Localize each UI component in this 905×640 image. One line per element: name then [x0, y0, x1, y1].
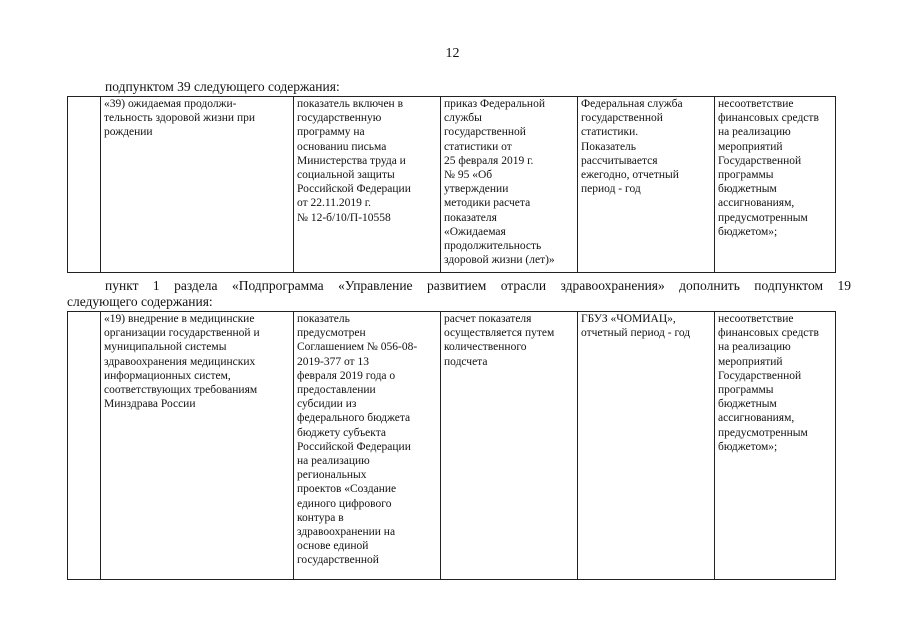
calculation-method-cell [441, 97, 578, 273]
data-source: ГБУЗ «ЧОМИАЦ», отчетный период - год [581, 313, 691, 340]
indicator-basis-cell [294, 312, 441, 580]
calculation-method: расчет показателя осуществляется путем количественного подсчета [444, 313, 555, 368]
indicator-basis: показатель включен в государственную программу на основаниu письма Министерства труда и социальной защиты Российской Федерации от 22.11.2019 г. № 12-б/10/П-10558 [297, 98, 411, 224]
intro-paragraph-2: пункт 1 раздела «Подпрограмма «Управление развитием отрасли здравоохранения» дополнить подпунктом 19 [105, 278, 851, 293]
indicator-table-1 [67, 96, 836, 273]
indicator-basis-cell [294, 97, 441, 273]
row-number-cell [68, 97, 101, 273]
calculation-method-cell [441, 312, 578, 580]
page-number: 12 [445, 46, 460, 61]
data-source: Федеральная служба государственной статистики. Показатель рассчитывается ежегодно, отчетный период - год [581, 98, 683, 196]
risk-factor: несоответствие финансовых средств на реализацию мероприятий Государственной программы бюджетным ассигнованиям, предусмотренным бюджетом»; [718, 313, 819, 453]
intro-paragraph-1: подпунктом 39 следующего содержания: [105, 79, 340, 94]
risk-factor-cell [715, 97, 836, 273]
risk-factor: несоответствие финансовых средств на реализацию мероприятий Государственной программы бюджетным ассигнованиям, предусмотренным бюджетом»; [718, 98, 819, 238]
table-row [68, 312, 836, 580]
indicator-name: «39) ожидаемая продолжи- тельность здоровой жизни при рождении [104, 98, 256, 139]
indicator-name-cell [101, 97, 294, 273]
row-number-cell [68, 312, 101, 580]
intro-paragraph-2-continued: следующего содержания: [67, 294, 213, 309]
table-row [68, 97, 836, 273]
indicator-name: «19) внедрение в медицинские организации государственной и муниципальной системы здравоохранения медицинских информационных систем, соответствующих требованиям Минздрава России [104, 313, 260, 411]
indicator-basis: показатель предусмотрен Соглашением № 056-08- 2019-377 от 13 февраля 2019 года о предоставлении субсидии из федерального бюджета бюджету субъекта Российской Федерации на реализацию региональных проектов «Создание единого цифрового контура в здравоохранении на основе единой государственной [297, 313, 418, 567]
calculation-method: приказ Федеральной службы государственной статистики от 25 февраля 2019 г. № 95 «Об утверждении методики расчета показателя «Ожидаемая продолжительность здоровой жизни (лет)» [444, 98, 555, 267]
risk-factor-cell [715, 312, 836, 580]
data-source-cell [578, 312, 715, 580]
data-source-cell [578, 97, 715, 273]
indicator-name-cell [101, 312, 294, 580]
indicator-table-2 [67, 311, 836, 580]
